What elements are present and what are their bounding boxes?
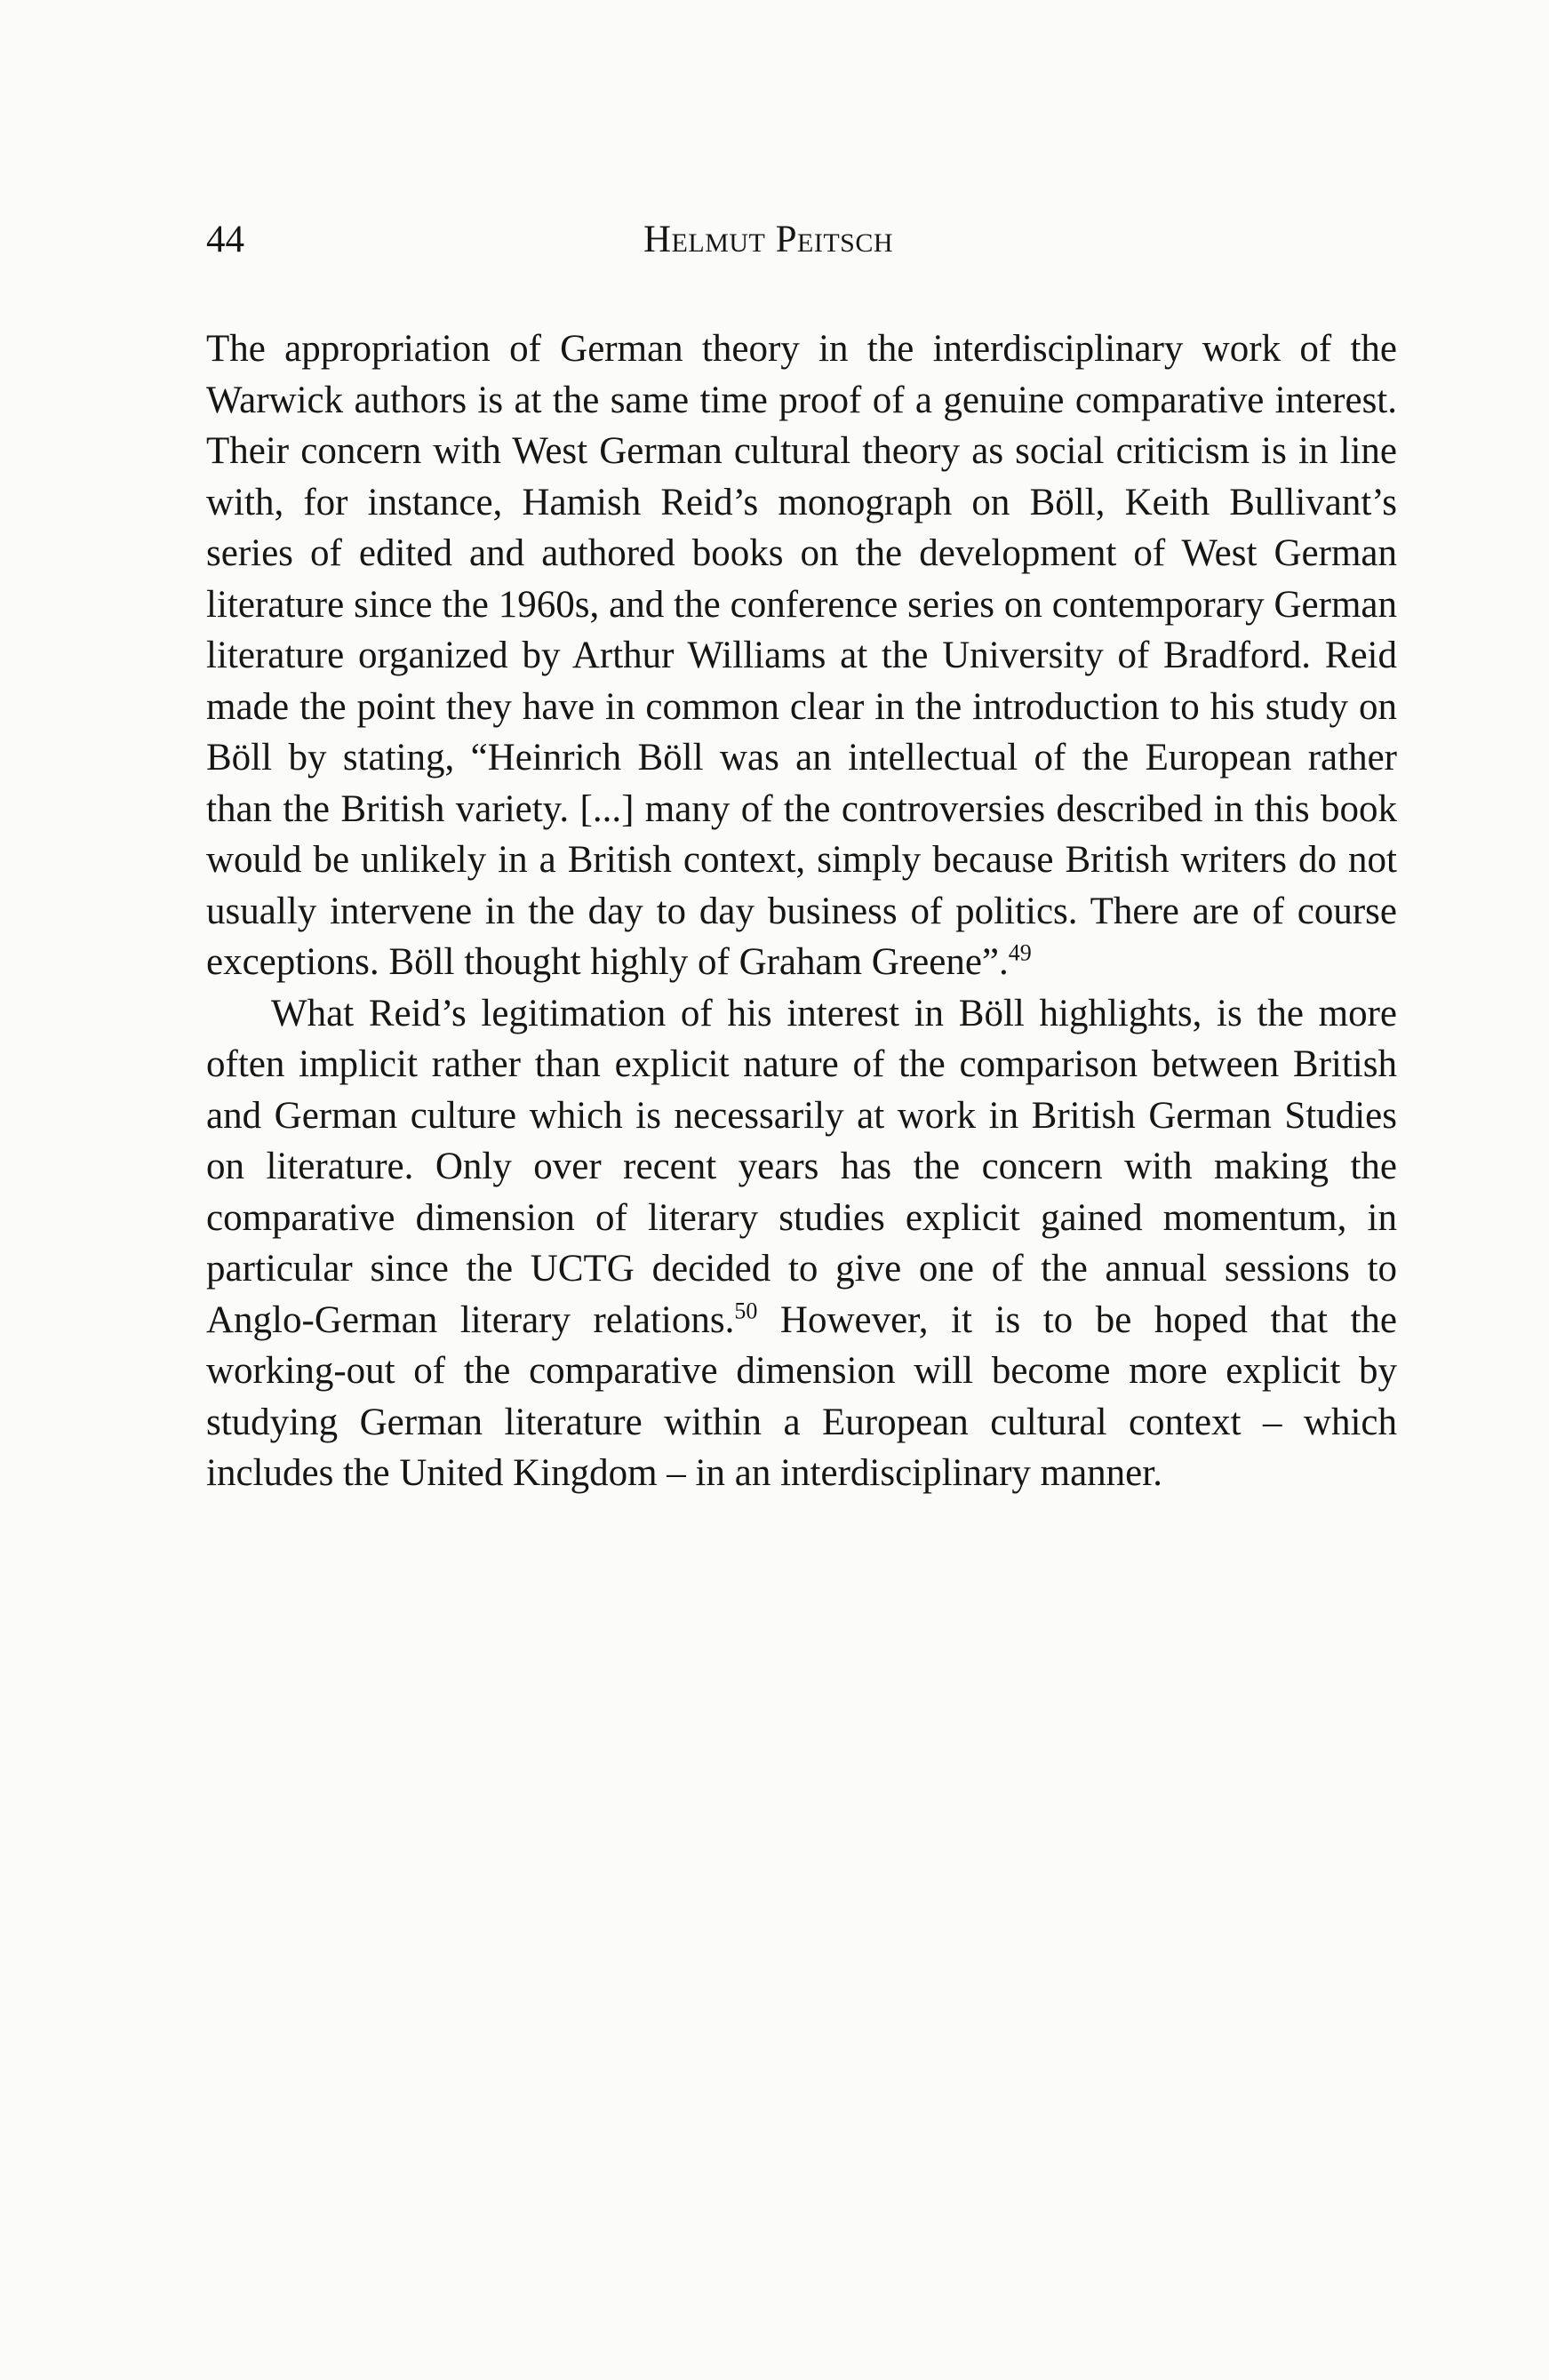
footnote-marker-49: 49 xyxy=(1008,939,1032,966)
paragraph-1 xyxy=(206,323,1397,988)
running-title: Helmut Peitsch xyxy=(643,219,894,260)
page-number: 44 xyxy=(206,219,244,260)
paragraph-2-text-before-note: What Reid’s legitimation of his interest in Böll highlights, is the more often implicit rather than explicit nature of the comparison between British and German culture which is necessarily at work in British German Studies on literature. Only over recent years has the concern with making the comparative dimension of literary studies explicit gained momentum, in particular since the UCTG decided to give one of the annual sessions to Anglo-German literary relations. xyxy=(206,992,1397,1341)
paragraph-2 xyxy=(206,988,1397,1499)
body-text xyxy=(206,323,1397,1499)
footnote-marker-50: 50 xyxy=(734,1298,758,1324)
paragraph-1-text: The appropriation of German theory in the interdisciplinary work of the Warwick authors is at the same time proof of a genuine comparative interest. Their concern with West German cultural theory as social criticism is in line with, for instance, Hamish Reid’s monograph on Böll, Keith Bullivant’s series of edited and authored books on the development of West German literature since the 1960s, and the conference series on contemporary German literature organized by Arthur Williams at the University of Bradford. Reid made the point they have in common clear in the introduction to his study on Böll by stating, “Heinrich Böll was an intellectual of the European rather than the British variety. [...] many of the controversies described in this book would be unlikely in a British context, simply because British writers do not usually intervene in the day to day business of politics. There are of course exceptions. Böll thought highly of Graham Greene”. xyxy=(206,328,1397,983)
paragraph-2-text-after-note: However, it is to be hoped that the working-out of the comparative dimension will become more explicit by studying German literature within a European cultural context – which includes the United Kingdom – in an interdisciplinary manner. xyxy=(206,1298,1397,1494)
running-head xyxy=(206,213,1397,267)
